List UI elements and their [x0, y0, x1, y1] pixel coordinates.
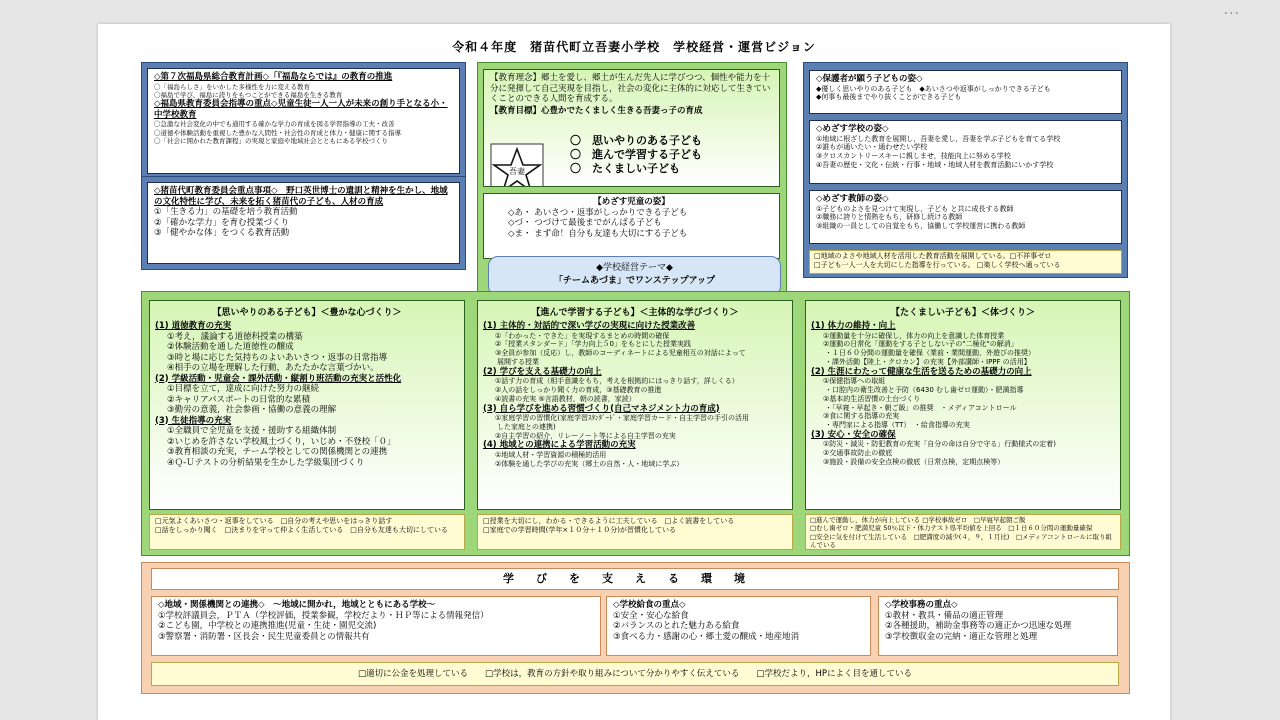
support-checklist: □適切に公金を処理している □学校は，教育の方針や取り組みについて分かりやすく伝えている □学校だより，HPによく目を通している: [151, 662, 1119, 686]
body-line: ・課外活動【陸上・クロカン】の充実【外部講師・IPPF の活用】: [825, 357, 1031, 366]
body-line: ②運動の日常化「運動をする子としない子の"二極化"の解消」: [823, 340, 1018, 349]
target-school-item: ①地域に根ざした教育を展開し，吾妻を愛し，吾妻を学ぶ子どもを育てる学校: [816, 134, 1061, 143]
body-line: (2) 生涯にわたって健康な生活を送るための基礎力の向上: [811, 366, 1032, 377]
page-title: 令和４年度 猪苗代町立吾妻小学校 学校経営・運営ビジョン: [452, 40, 816, 54]
school-lunch-box: [606, 596, 871, 656]
target-teacher-item: ①子どものよさを見つけて実現し，子ども と共に成長する教師: [816, 204, 1014, 213]
checklist-item: □元気よくあいさつ・返事をしている □自分の考えや思いをはっきり話す: [155, 517, 393, 525]
community-item: ①学校評議員会，ＰＴＡ（学校評価，授業参観，学校だより・ＨＰ等による情報発信）: [158, 610, 489, 621]
education-goal-label: 【教育目標】心豊かでたくましく生きる吾妻っ子の育成: [490, 105, 703, 116]
parent-wishes-box: [809, 70, 1122, 114]
community-item: ②こども園，中学校との連携推進(児童・生徒・園児交流): [158, 621, 377, 631]
town-policy-panel: [141, 176, 466, 270]
education-goal-item: 〇 たくましい子ども: [570, 162, 680, 175]
caring-line: ③教育相談の充実，チーム学校としての関係機関との連携: [167, 447, 388, 457]
caring-line: ③勤労の意義，社会参画・協働の意義の理解: [167, 405, 337, 415]
target-school-box: [809, 120, 1122, 184]
three-pillars-panel: [141, 291, 1130, 556]
school-office-item: ①教材・教具・備品の適正管理: [885, 610, 1004, 621]
caring-line: ③時と場に応じた気持ちのよいあいさつ・返事の日常指導: [167, 352, 388, 363]
strong-body-checklist: [805, 514, 1121, 550]
target-children-title: 【めざす児童の姿】: [593, 197, 670, 207]
school-lunch-item: ②バランスのとれた魅力ある給食: [613, 621, 740, 631]
checklist-item: □安全に気を付けて生活している □肥満度の減少(４，９，１月比) □メディアコントロールに取り組んでいる: [810, 532, 1113, 550]
caring-line: ①全職員で全児童を支援・援助する組織体制: [167, 426, 337, 436]
caring-line: ①考え，議論する道徳科授業の構築: [167, 331, 303, 342]
management-theme: [488, 256, 781, 296]
checklist-item: □子ども一人一人を大切にした指導を行っている。 □楽しく学校へ通っている: [814, 260, 1061, 269]
body-line: ①防災・減災・防犯教育の充実「自分の命は自分で守る」行動様式の定着): [823, 440, 1057, 449]
checklist-item: □むし歯ゼロ・肥満児童 50％以下・体力テスト県平均値を上回る □１日６０分間の運動量確保: [810, 524, 1093, 533]
caring-line: ①目標を立て，達成に向けた努力の継続: [167, 384, 319, 394]
community-item: ③警察署・消防署・区長会・民生児童委員との情報共有: [158, 631, 370, 642]
learning-line: ②「授業スタンダード」「学力向上５0」をもとにした授業実践: [495, 340, 691, 349]
philosophy-box: [483, 69, 780, 187]
body-line: ・１日６０分間の運動量を確保（業前・業間運動，外遊びの推奨）: [825, 349, 1035, 358]
policy-line: ◇第７次福島県総合教育計画◇「『福島ならでは』の教育の推進: [154, 72, 393, 82]
school-office-title: ◇学校事務の重点◇: [885, 600, 958, 610]
target-children-item: ◇づ・ つづけて最後までがんばる子ども: [508, 218, 662, 228]
learning-line: (1) 主体的・対話的で深い学びの実現に向けた授業改善: [483, 321, 696, 331]
target-teacher-item: ②職務に誇りと情熱をもち，研修し続ける教師: [816, 213, 963, 222]
town-policy-heading: ◇猪苗代町教育委員会重点事項◇ 野口英世博士の遺訓と精神を生かし、地域の文化特性に学び、未来を拓く猪苗代の子ども、人材の育成: [154, 186, 448, 207]
active-learning-box: [477, 300, 793, 510]
svg-text:吾妻: 吾妻: [509, 167, 525, 176]
document-page: [98, 24, 1170, 720]
learning-line: ①「わかった・できた」を実現するまとめの時間の確保: [495, 331, 670, 340]
education-goal-item: 〇 思いやりのある子ども: [570, 134, 702, 147]
checklist-item: □授業を大切にし，わかる・できるように工夫している □よく読書をしている: [483, 517, 735, 525]
body-line: ・口腔内の衛生改善と予防（6430 むし歯ゼロ運動）・肥満指導: [825, 385, 1024, 394]
checklist-item: □進んで運動し，体力が向上している □学校事故ゼロ □早寝早起朝ご飯: [810, 516, 1026, 524]
body-line: ③食に関する指導の充実: [823, 412, 900, 421]
theme-text: 「チームあづま」でワンステップアップ: [554, 276, 715, 286]
body-line: ①運動量を十分に確保し，体力の向上を意識した体育授業: [823, 331, 1005, 340]
vision-panel: [803, 62, 1128, 278]
body-line: ③施設・設備の安全点検の徹底（日常点検，定期点検等）: [823, 458, 1005, 467]
caring-line: ②いじめを許さない学校風土づくり，いじめ・不登校「０」: [167, 436, 396, 447]
caring-line: (1) 道徳教育の充実: [155, 321, 232, 331]
body-line: (3) 安心・安全の確保: [811, 429, 896, 440]
learning-line: (2) 学びを支える基礎力の向上: [483, 366, 602, 377]
more-options-icon[interactable]: ···: [1223, 6, 1240, 22]
vision-checklist: [809, 250, 1122, 274]
prefecture-policy-panel: [141, 62, 466, 180]
body-line: ②交通事故防止の徹底: [823, 449, 893, 458]
target-children-box: [483, 193, 780, 259]
body-line: ①保健指導への取組: [823, 377, 886, 386]
target-school-item: ④吾妻の歴史・文化・伝統・行事・地域・地域人材を教育活動にいかす学校: [816, 160, 1054, 169]
town-policy-item: ③「健やかな体」をつくる教育活動: [154, 228, 290, 238]
caring-children-checklist: [149, 514, 465, 550]
school-lunch-item: ③食べる力・感謝の心・郷土愛の醸成・地産地消: [613, 631, 800, 642]
body-line: ・「早寝・早起き・朝ご飯」の推奨 ・メディアコントロール: [825, 403, 1017, 412]
checklist-item: □地域のよさや地域人材を活用した教育活動を展開している。□不祥事ゼロ: [814, 252, 1052, 260]
policy-line: 〇急激な社会変化の中でも通用する確かな学力の育成を図る学習指導の工夫・改善: [154, 120, 395, 129]
caring-children-heading: 【思いやりのある子ども】＜豊かな心づくり＞: [212, 308, 402, 318]
learning-line: ①話す力の育成（相手意識をもち，考えを根拠的にはっきり話す，詳しくる）: [495, 377, 739, 386]
learning-line: ②体験を通した学びの充実（郷土の自然・人・地域に学ぶ）: [495, 459, 684, 468]
support-environment-heading: 学びを支える環境: [151, 568, 1119, 590]
community-partnership-title: ◇地域・関係機関との連携◇ ～地域に開かれ，地域とともにある学校～: [158, 600, 436, 610]
target-teacher-box: [809, 190, 1122, 244]
town-policy-item: ②「確かな学力」を育む授業づくり: [154, 217, 290, 228]
learning-line: 展開する授業: [497, 357, 539, 366]
school-office-box: [878, 596, 1118, 656]
education-philosophy: 【教育理念】郷土を愛し、郷土が生んだ先人に学びつつ、個性や能力を十分に発揮して自己実現を目指し，社会の変化に主体的に対応して生きていくことのできる人間を育成する。: [490, 73, 771, 104]
target-children-item: ◇あ・ あいさつ・返事がしっかりできる子ども: [508, 207, 688, 218]
caring-line: (2) 学級活動・児童会・課外活動・縦割り班活動の充実と活性化: [155, 373, 402, 384]
theme-label: ◆学校経営テーマ◆: [596, 263, 673, 273]
active-learning-checklist: [477, 514, 793, 550]
learning-line: ①地域人材・学習資源の積極的活用: [495, 450, 607, 459]
body-line: ②基本的生活習慣の土台づくり: [823, 394, 921, 403]
strong-body-heading: 【たくましい子ども】＜体づくり＞: [890, 308, 1035, 318]
learning-line: ④読書の充実 ⑤言語教材，朝の読書，家読）: [495, 394, 636, 403]
active-learning-heading: 【進んで学習する子ども】＜主体的な学びづくり＞: [531, 308, 739, 318]
body-line: (1) 体力の維持・向上: [811, 321, 896, 331]
town-policy-box: [147, 182, 460, 264]
target-teacher-title: ◇めざす教師の姿◇: [816, 194, 889, 204]
town-policy-item: ①「生きる力」の基礎を培う教育活動: [154, 207, 298, 217]
policy-line: 〇道徳や体験活動を重視した豊かな人間性・社会性の育成と体力・健康に関する指導: [154, 128, 401, 137]
learning-line: ②自主学習の紹介，リレーノート等による自主学習の充実: [495, 431, 676, 440]
school-office-item: ③学校徴収金の完納・適正な管理と処理: [885, 631, 1038, 642]
target-school-title: ◇めざす学校の姿◇: [816, 124, 889, 134]
learning-line: ③全員が参加（反応）し，教師のコーディネートによる児童相互の対話によって: [495, 349, 746, 358]
target-school-item: ②誰もが通いたい・通わせたい学校: [816, 143, 928, 152]
school-lunch-title: ◇学校給食の重点◇: [613, 600, 686, 610]
policy-line: 〇「社会に開かれた教育課程」の実現と家庭や地域社会とともにある学校づくり: [154, 137, 388, 146]
prefecture-policy-box: [147, 68, 460, 174]
target-children-item: ◇ま・ まず命！自分も友達も大切にする子ども: [508, 228, 688, 239]
checklist-item: □話をしっかり聞く □決まりを守って仲よく生活している □自分も友達も大切にしている: [155, 525, 448, 534]
strong-body-box: [805, 300, 1121, 510]
checklist-item: □家庭での学習時間(学年×１０分＋１０分)が習慣化している: [483, 525, 676, 534]
caring-children-box: [149, 300, 465, 510]
policy-line: 〇「福島らしさ」をいかした多様性を力に変える教育: [154, 82, 310, 91]
body-line: ・専門家による指導（TT） ・給食指導の充実: [825, 421, 970, 430]
caring-line: ②キャリアパスポートの日常的な累積: [167, 394, 310, 405]
education-goal-item: 〇 進んで学習する子ども: [570, 148, 702, 161]
target-school-item: ③クロスカントリースキーに親しませ，技能向上に努める学校: [816, 152, 1011, 161]
policy-line: ◇福島県教育委員会指導の重点◇児童生徒一人一人が未来の創り手となる小・中学校教育: [154, 99, 448, 120]
caring-line: ②体験活動を通した道徳性の醸成: [167, 342, 294, 352]
school-lunch-item: ①安全・安心な給食: [613, 610, 689, 621]
learning-line: (3) 自ら学びを進める習慣づくり(自己マネジメント力の育成): [483, 403, 720, 414]
parent-wish-item: ◆何事も最後までやり抜くことができる子ども: [816, 93, 962, 102]
community-partnership-box: [151, 596, 601, 656]
caring-line: ④相手の立場を理解した行動，あたたかな言葉づかい。: [167, 363, 379, 373]
target-teacher-item: ③組織の一員としての自覚をもち，協働して学校運営に携わる教師: [816, 222, 1026, 231]
parent-wishes-title: ◇保護者が願う子どもの姿◇: [816, 74, 923, 84]
policy-line: 〇福島で学び、福島に誇りをもつことができる福島を生きる教育: [154, 90, 343, 99]
school-office-item: ②各種援助，補助金事務等の適正かつ迅速な処理: [885, 621, 1072, 631]
learning-line: ①家庭学習の習慣化(家庭学習ｽﾀﾝﾀﾞｰﾄﾞ・家庭学習カード・自主学習の手引の活用: [495, 414, 750, 423]
caring-line: (3) 生徒指導の充実: [155, 415, 232, 426]
learning-line: (4) 地域との連携による学習活動の充実: [483, 440, 636, 451]
caring-line: ④Ｑ-Ｕテストの分析結果を生かした学級集団づくり: [167, 457, 365, 468]
learning-line: ②人の話をしっかり聞く力の育成，③基礎教育の推進: [495, 385, 662, 394]
parent-wish-item: ◆優しく思いやりのある子ども ◆あいさつや返事がしっかりできる子ども: [816, 84, 1051, 93]
school-emblem-icon: [490, 143, 544, 187]
learning-line: した家庭との連携): [497, 422, 556, 431]
